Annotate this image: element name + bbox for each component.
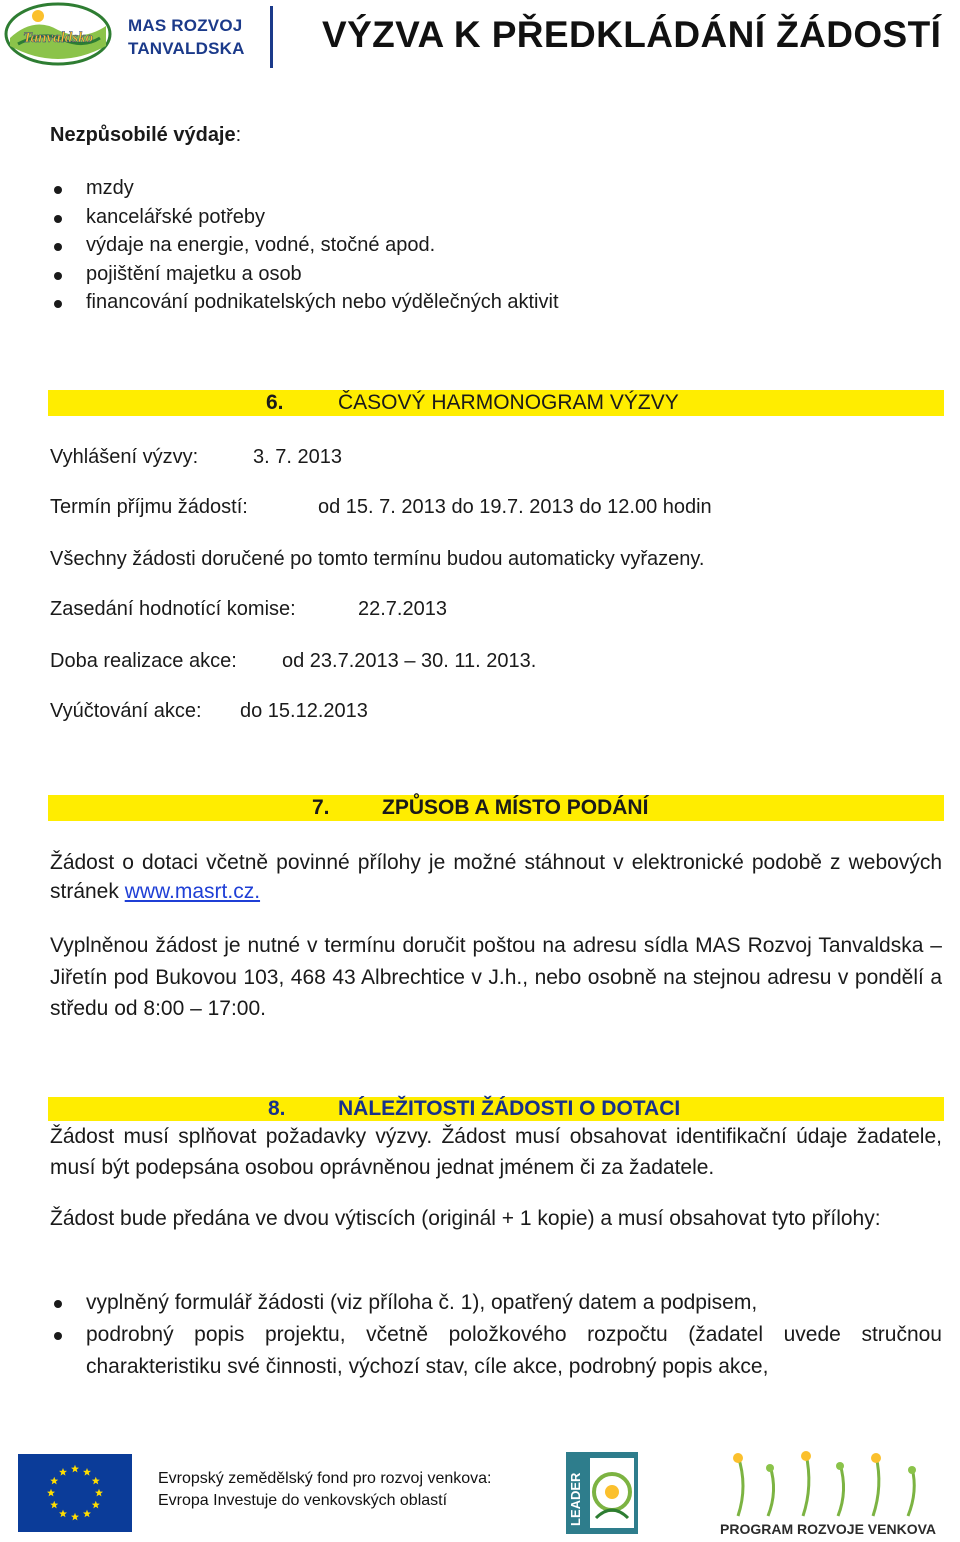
announce-value: 3. 7. 2013 [253, 446, 342, 468]
list-item-text: vyplněný formulář žádosti (viz příloha č. 1), opatřený datem a podpisem, [86, 1291, 758, 1314]
announce-row [50, 442, 198, 472]
prv-text: PROGRAM ROZVOJE VENKOVA [720, 1521, 936, 1537]
section-7-title: ZPŮSOB A MÍSTO PODÁNÍ [382, 796, 649, 819]
bullet-icon [54, 243, 62, 251]
section-6-number: 6. [266, 391, 284, 414]
section-8-paragraph-1: Žádost musí splňovat požadavky výzvy. Žádost musí obsahovat identifikační údaje žadatele, musí být podepsána osobou oprávněnou jednat jménem či za žadatele. [50, 1125, 942, 1179]
late-note: Všechny žádosti doručené po tomto termínu budou automaticky vyřazeny. [50, 548, 705, 570]
section-7-number: 7. [312, 796, 330, 819]
eafrd-line-1: Evropský zemědělský fond pro rozvoj venkova: [158, 1470, 492, 1487]
section-7-bar [48, 795, 944, 821]
list-item-text: podrobný popis projektu, včetně položkového rozpočtu (žadatel uvede stručnou charakteristiku své činnosti, výchozí stav, cíle akce, podrobný popis akce, [86, 1323, 942, 1378]
leader-logo [566, 1452, 638, 1534]
list-item [50, 260, 559, 289]
section-8-number: 8. [268, 1097, 286, 1120]
document-title: VÝZVA K PŘEDKLÁDÁNÍ ŽÁDOSTÍ [322, 14, 942, 55]
organization-name-line2: TANVALDSKA [128, 39, 245, 58]
prv-logo [708, 1446, 948, 1540]
list-item [50, 231, 559, 260]
announce-label: Vyhlášení výzvy: [50, 446, 199, 468]
section-8-bar [48, 1097, 944, 1121]
bullet-icon [54, 272, 62, 280]
organization-name-line1: MAS ROZVOJ [128, 16, 243, 35]
intake-label: Termín příjmu žádostí: [50, 496, 248, 518]
bullet-icon [54, 300, 62, 308]
ineligible-heading [50, 120, 241, 150]
eu-flag-icon [18, 1454, 132, 1532]
eafrd-line-2: Evropa Investuje do venkovských oblastí [158, 1492, 448, 1509]
intake-value: od 15. 7. 2013 do 19.7. 2013 do 12.00 hodin [318, 496, 712, 518]
ineligible-heading-colon: : [235, 124, 242, 146]
section-8-title: NÁLEŽITOSTI ŽÁDOSTI O DOTACI [338, 1097, 681, 1120]
list-item-text: financování podnikatelských nebo výdělečných aktivit [86, 291, 559, 313]
website-link[interactable]: www.masrt.cz. [124, 880, 261, 903]
list-item-text: kancelářské potřeby [86, 205, 265, 228]
list-item-text: pojištění majetku a osob [86, 262, 302, 285]
section-6-bar [48, 390, 944, 416]
list-item [50, 203, 559, 232]
header-divider [270, 6, 273, 68]
ineligible-heading-text: Nezpůsobilé výdaje [50, 124, 236, 146]
bullet-icon [54, 1332, 62, 1340]
realization-value: od 23.7.2013 – 30. 11. 2013. [282, 650, 537, 672]
section-7-paragraph-1-text: Žádost o dotaci včetně povinné přílohy je možné stáhnout v elektronické podobě z webových stránek [50, 851, 942, 903]
list-item-text: výdaje na energie, vodné, stočné apod. [86, 234, 436, 256]
list-item [50, 1287, 942, 1319]
section-7-paragraph-2: Vyplněnou žádost je nutné v termínu doručit poštou na adresu sídla MAS Rozvoj Tanvaldska – Jiřetín pod Bukovou 103, 468 43 Albrechtice v J.h., nebo osobně na stejnou adresu v pondělí a středu od 8:00 – 17:00. [50, 934, 942, 1020]
committee-label: Zasedání hodnotící komise: [50, 598, 296, 620]
bullet-icon [54, 215, 62, 223]
realization-label: Doba realizace akce: [50, 650, 237, 672]
mas-logo [4, 2, 112, 66]
committee-value: 22.7.2013 [358, 598, 447, 620]
section-7-paragraph-1 [50, 848, 942, 906]
leader-text: LEADER [568, 1472, 583, 1526]
section-6-title: ČASOVÝ HARMONOGRAM VÝZVY [338, 391, 679, 414]
list-item [50, 288, 559, 317]
section-8-paragraph-2: Žádost bude předána ve dvou výtiscích (originál + 1 kopie) a musí obsahovat tyto přílohy: [50, 1207, 881, 1230]
logo-text: Tanvaldsko [22, 30, 94, 46]
list-item [50, 1319, 942, 1383]
billing-label: Vyúčtování akce: [50, 700, 202, 722]
ineligible-list [50, 174, 559, 317]
attachments-list [50, 1287, 942, 1383]
organization-name [128, 14, 268, 60]
billing-value: do 15.12.2013 [240, 700, 368, 722]
list-item [50, 174, 559, 203]
list-item-text: mzdy [86, 177, 134, 199]
bullet-icon [54, 1300, 62, 1308]
bullet-icon [54, 186, 62, 194]
